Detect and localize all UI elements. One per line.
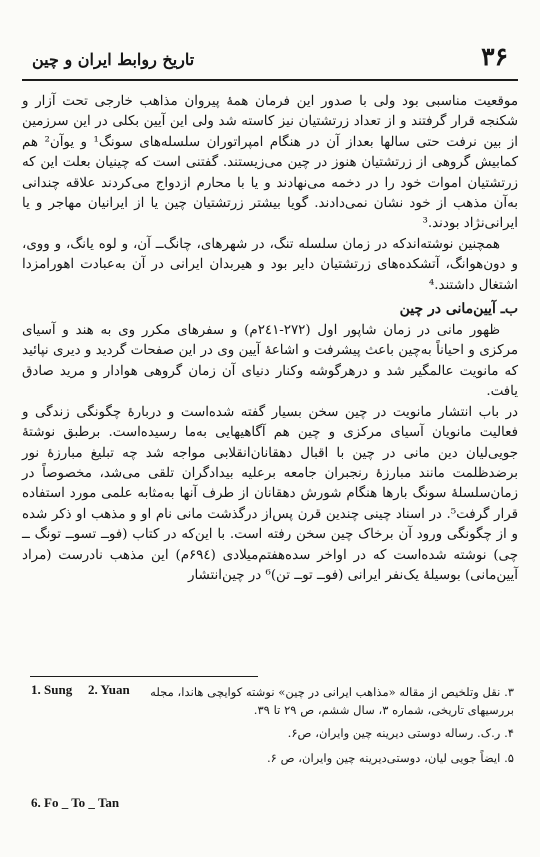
page-header: [24, 44, 516, 78]
footnote-3: ۳. نقل وتلخیص از مقاله «مذاهب ایرانی در چین» نوشته کوایچی هاندا، مجله: [150, 685, 514, 699]
footnote-5: ۵. ایضاً جویی لیان، دوستی‌دیرینه چین وایران، ص ۶.: [266, 751, 514, 765]
footnote-3-continued: بررسیهای تاریخی، شماره ۳، سال ششم، ص ۲۹ تا ۳۹.: [253, 703, 514, 717]
header-rule: [22, 79, 518, 81]
footnote-latin-2: 2. Yuan: [88, 682, 130, 697]
paragraph: موقعیت مناسبی بود ولی با صدور این فرمان همهٔ پیروان مذاهب خارجی تحت آزار و شکنجه قرار گرفتند و از تعداد زرتشتیان نیز کاسته شد ولی این آیین بکلی در این سرزمین از بین نرفت حتی سالها بعداز آن در هنگام امپراتوران سلسله‌های سونگ¹ و یوآن² هم کمابیش گروهی از زرتشتیان هنوز در چین می‌زیستند. گفتنی است که چینیان بعلت این که زرتشتیان اموات خود را در دخمه می‌نهادند و یا با محارم ازدواج می‌کردند علاقه چندانی به‌آن مذهب از خود نشان نمی‌دادند. گویا بیشتر زرتشتیان چین یا از ایرانیان مهاجر و یا ایرانی‌نژاد بودند.³: [22, 94, 518, 232]
paragraph: همچنین نوشته‌اندکه در زمان سلسله تنگ، در شهرهای، چانگ‌ــ آن، و لوه یانگ، و ووی، و دون‌هوانگ، آتشکده‌های زرتشتیان دایر بود و هیربدان ایرانی در آن به‌عبادت اهورامزدا اشتغال داشتند.⁴: [22, 236, 518, 293]
main-text: [22, 92, 518, 586]
footnote-4: ۴. ر.ک. رساله دوستی دیرینه چین وایران، ص۶.: [287, 726, 514, 740]
footnote-separator: [30, 676, 258, 677]
paragraph: در باب انتشار مانویت در چین سخن بسیار گفته شده‌است و دربارهٔ چگونگی زندگی و فعالیت مانویان آسیای مرکزی و چین هم آگاهیهایی به‌ما رسیده‌است. برطبق نوشتهٔ جویی‌لیان دین مانی در چین با اقبال دهقانان‌انقلابی مواجه شد چه تبلیغ مبارزهٔ نور برضدظلمت مانند مبارزهٔ رنجبران جامعه برعلیه بیدادگران تلقی می‌شد، مخصوصاً در زمان‌سلسلهٔ سونگ بارها هنگام شورش دهقانان از طرف آنها به‌مثابه علمی مورد استفاده قرار گرفت⁵. در اسناد چینی چندین قرن پس‌از درگذشت مانی نام او و مذهب او ذکر شده و از چگونگی ورود آن برخاک چین سخن رفته است. با این‌که در کتاب (فوــ تسوــ تونگ ــ چی) نوشته شده‌است که در اواخر سده‌هفتم‌میلادی (۶۹٤م) این مذهب نادرست (مراد آیین‌مانی) بوسیلهٔ یک‌نفر ایرانی (فوــ توــ تن)⁶ در چین‌انتشار: [22, 404, 518, 583]
page-number: ۳۶: [481, 42, 508, 71]
running-title: تاریخ روابط ایران و چین: [32, 50, 195, 69]
footnote-latin-1: 1. Sung: [31, 682, 73, 697]
footnote-latin-6: 6. Fo _ To _ Tan: [31, 795, 120, 810]
paragraph: ظهور مانی در زمان شاپور اول (۲۷۲‐۲٤۱م) و سفرهای مکرر وی به هند و آسیای مرکزی و احیاناً به‌چین باعث پیشرفت و اشاعهٔ آیین وی در این صفحات گردید و دیری نپائید که مانویت عالمگیر شد و درهرگوشه وکنار دنیای آن زمان گروهی هوادار و مرید صادق یافت.: [22, 323, 518, 400]
section-heading: ب‌ـ آیین‌مانی در چین: [399, 301, 518, 318]
